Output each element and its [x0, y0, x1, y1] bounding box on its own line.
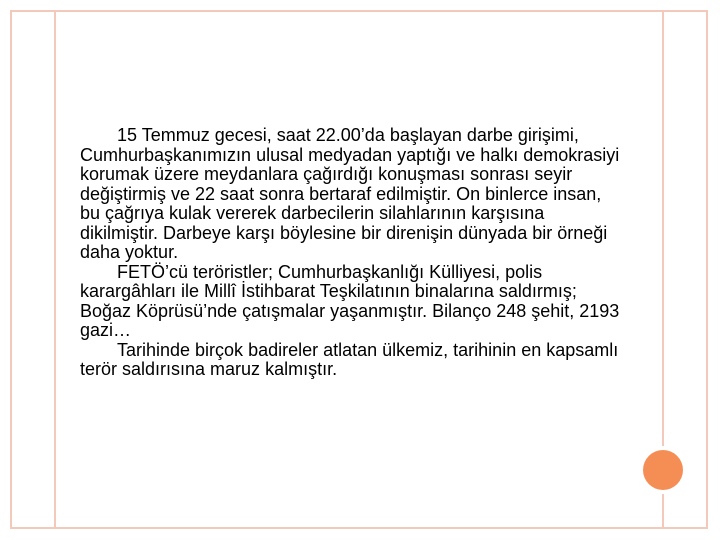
left-vertical-rule [54, 12, 56, 527]
body-text [80, 126, 625, 380]
decorative-orange-circle [643, 450, 683, 490]
paragraph-conclusion: Tarihinde birçok badireler atlatan ülkemiz, tarihinin en kapsamlı terör saldırısına maruz kalmıştır. [80, 339, 619, 379]
paragraph-coup-attempt: 15 Temmuz gecesi, saat 22.00’da başlayan darbe girişimi, Cumhurbaşkanımızın ulusal medyadan yaptığı ve halkı demokrasiyi korumak üzere meydanlara çağırdığı konuşması sonrası seyir değiştirmiş ve 22 saat sonra bertaraf edilmiştir. On binlerce insan, bu çağrıya kulak vererek darbecilerin silahlarının karşısına dikilmiştir. Darbeye karşı böylesine bir direnişin dünyada bir örneği daha yoktur. [80, 125, 620, 262]
paragraph-attacks: FETÖ’cü teröristler; Cumhurbaşkanlığı Külliyesi, polis karargâhları ile Millî İstihbarat Teşkilatının binalarına saldırmış; Boğaz Köprüsü’nde çatışmalar yaşanmıştır. Bilanço 248 şehit, 2193 gazi… [80, 261, 620, 340]
